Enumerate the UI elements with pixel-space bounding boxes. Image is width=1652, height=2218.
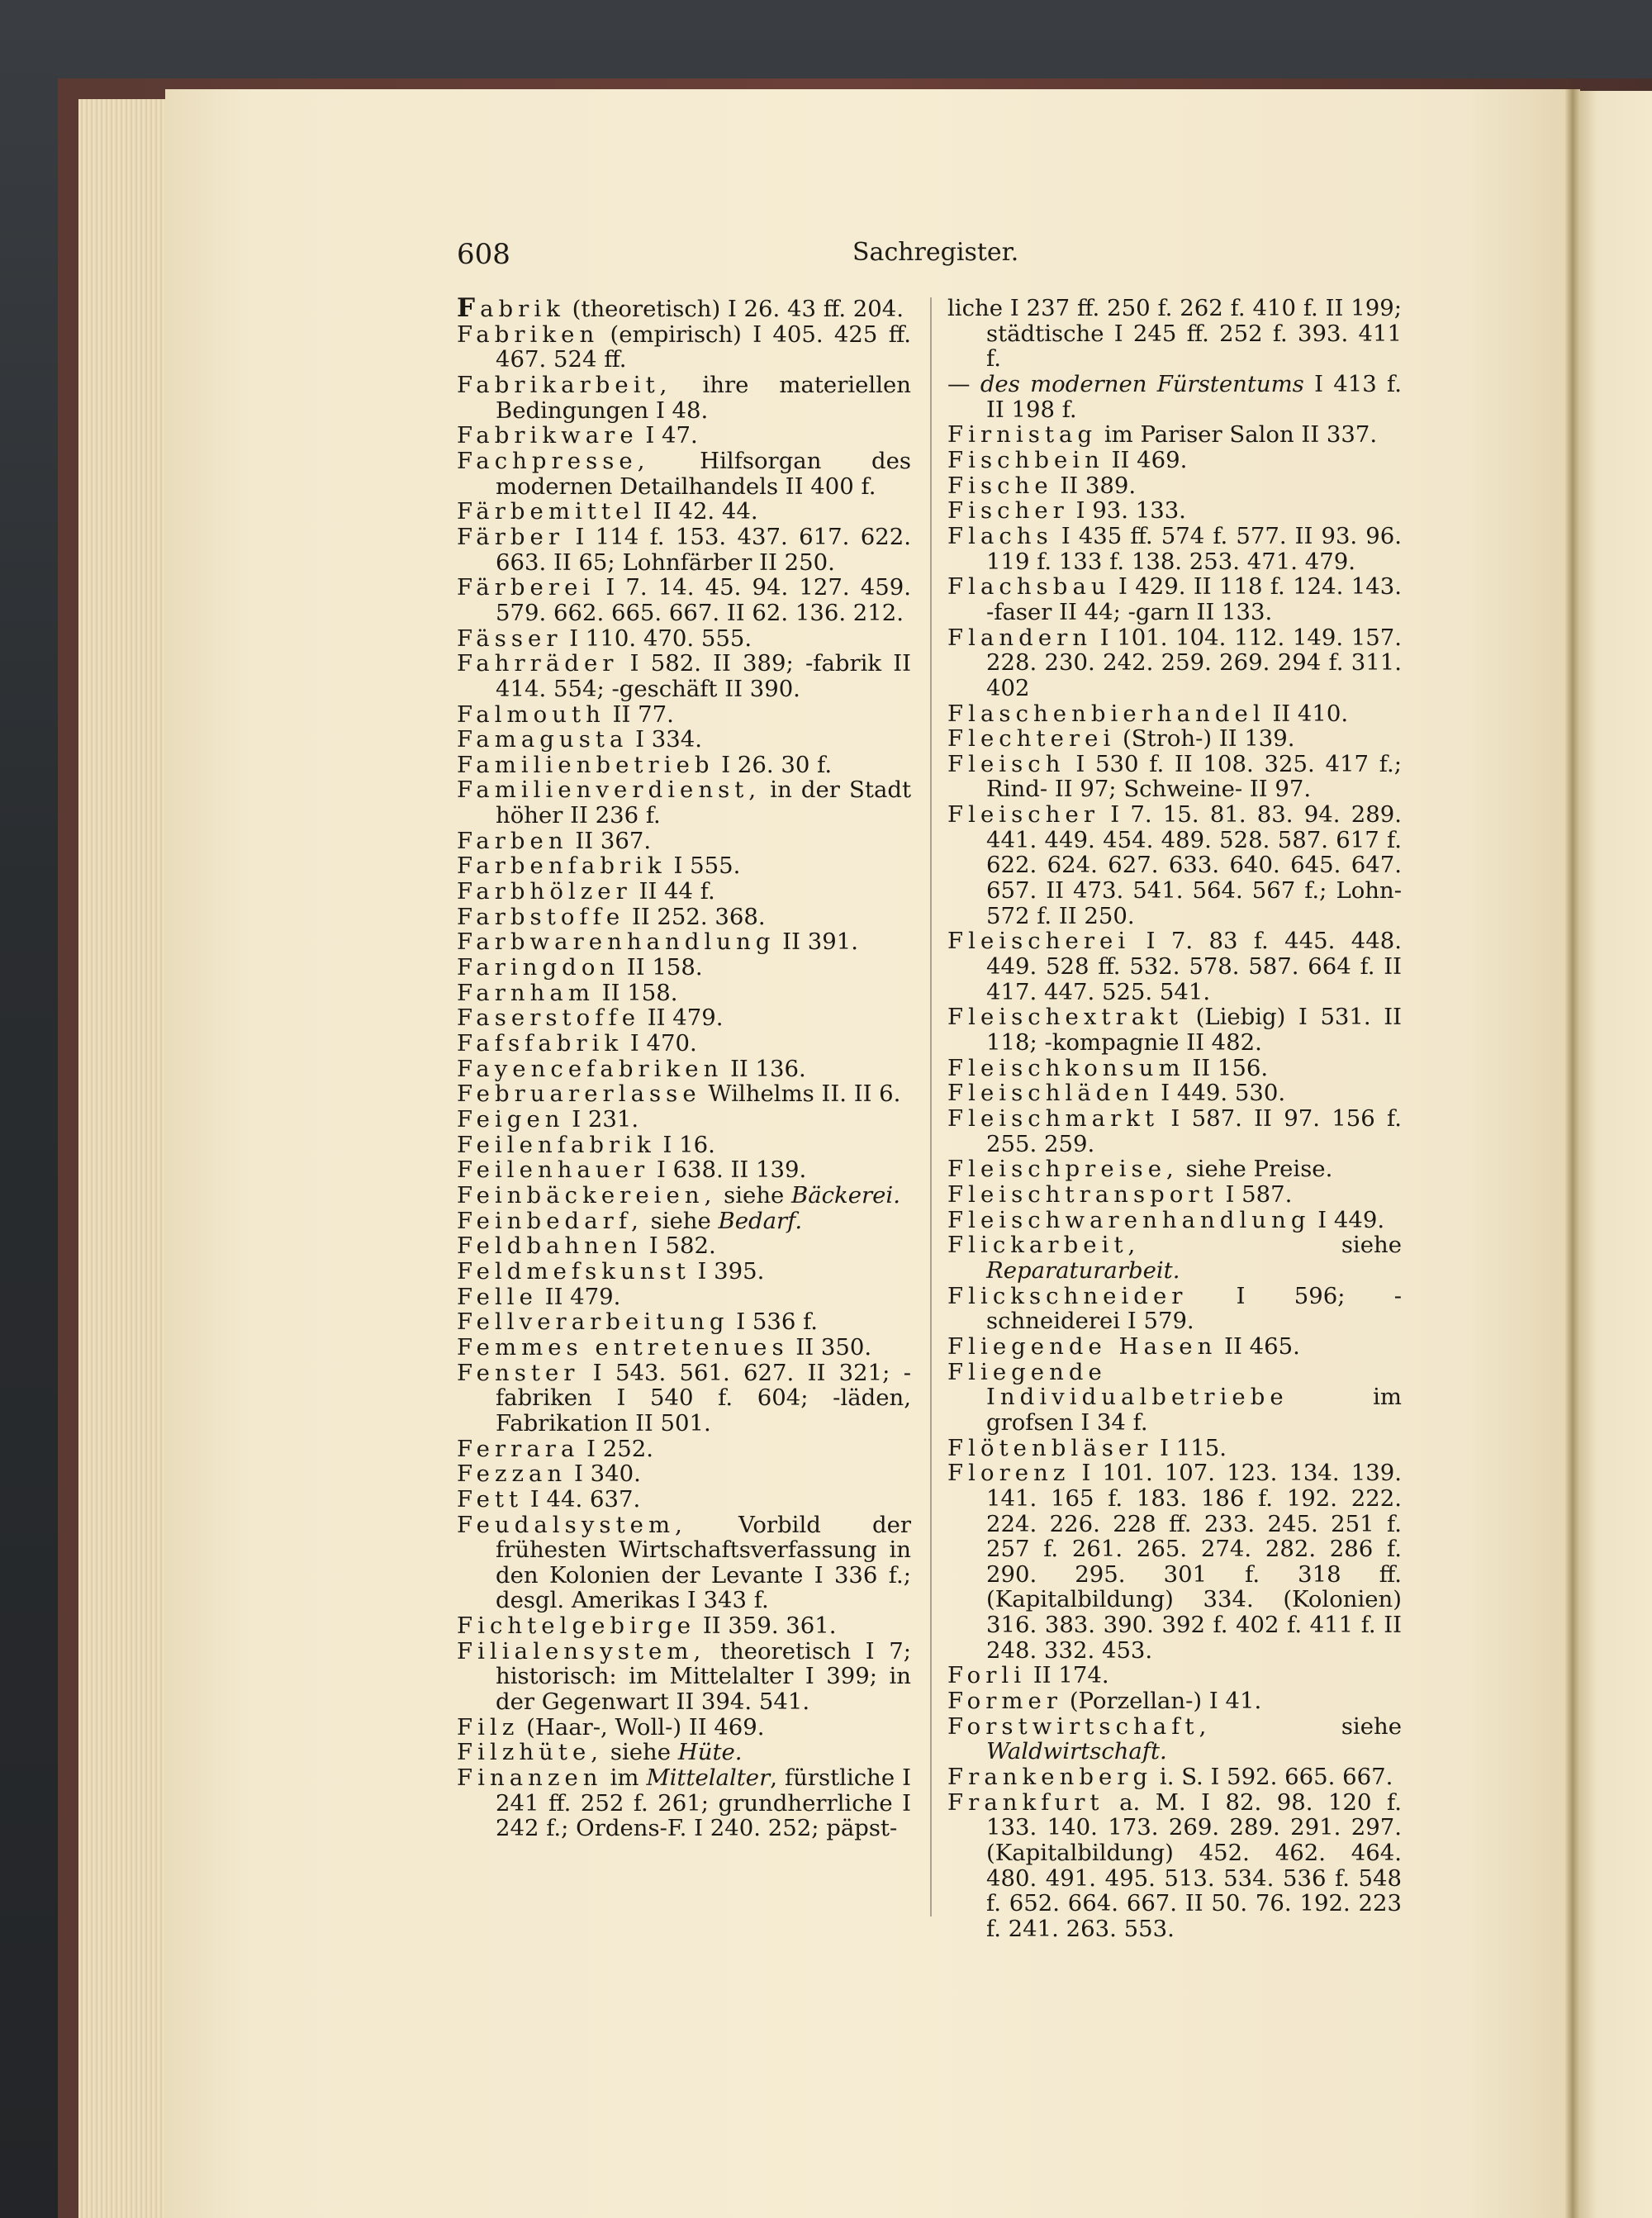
entry-cross-reference: Bäckerei.	[791, 1181, 900, 1209]
index-entry-fezzan	[457, 1461, 911, 1487]
entry-references: I 7. 15. 81. 83. 94. 289. 441. 449. 454. 489. 528. 587. 617 f. 622. 624. 627. 633. 640. 645. 647. 657. II 473. 541. 564. 567 f.; Lohn- 572 f. II 250.	[986, 801, 1402, 929]
index-column-left	[457, 293, 911, 1842]
entry-references: II 367.	[567, 827, 652, 854]
entry-references: siehe	[1211, 1712, 1402, 1740]
entry-references: I 340.	[567, 1460, 641, 1488]
index-column-right	[947, 296, 1402, 1942]
entry-headword: Farbhölzer	[457, 878, 632, 905]
entry-references: siehe Preise.	[1178, 1156, 1333, 1183]
entry-headword: Feilenfabrik	[457, 1131, 656, 1158]
index-entry-fahrraeder	[457, 651, 911, 701]
entry-references: I 110. 470. 555.	[562, 625, 752, 652]
index-entry-februarerlasse	[457, 1081, 911, 1107]
entry-headword: Forli	[947, 1662, 1027, 1689]
index-entry-fachpresse	[457, 449, 911, 499]
entry-cross-reference: Mittelalter	[646, 1764, 771, 1792]
entry-headword: Falmouth	[457, 701, 605, 728]
entry-references: I 231.	[564, 1106, 639, 1133]
index-entry-feldbahnen	[457, 1233, 911, 1259]
entry-headword: Fleischkonsum	[947, 1054, 1185, 1081]
index-entry-flachsbau	[947, 574, 1402, 625]
entry-headword: Feudalsystem,	[457, 1511, 687, 1538]
index-entry-fischbein	[947, 448, 1402, 473]
entry-references: siehe	[603, 1739, 678, 1766]
running-head: Sachregister.	[852, 238, 1019, 267]
index-entry-fleischextrakt	[947, 1005, 1402, 1055]
entry-headword: Feldmefskunst	[457, 1257, 691, 1285]
index-entry-fuerstentum	[947, 372, 1402, 422]
entry-references: ihre materiellen Bedingungen I 48.	[496, 371, 911, 424]
entry-references: I 449.	[1310, 1206, 1385, 1233]
entry-headword: Frankenberg	[947, 1764, 1153, 1791]
entry-headword: Feldbahnen	[457, 1232, 643, 1260]
index-entry-floetenblaeser	[947, 1436, 1402, 1461]
entry-headword: Feigen	[457, 1106, 565, 1133]
entry-references: I 596; -schneiderei I 579.	[986, 1282, 1402, 1335]
entry-references: I 413 f. II 198 f.	[986, 370, 1402, 423]
entry-references: I 334.	[628, 726, 702, 753]
entry-references: (empirisch) I 405. 425 ff. 467. 524 ff.	[496, 321, 911, 373]
index-entry-fleisch	[947, 752, 1402, 802]
entry-headword: Fischer	[947, 497, 1069, 525]
index-entry-feldmesskunst	[457, 1259, 911, 1285]
entry-headword: Fellverarbeitung	[457, 1308, 729, 1336]
entry-headword: Fabrik	[457, 293, 565, 323]
index-entry-frankfurt	[947, 1790, 1402, 1942]
index-entry-flandern	[947, 625, 1402, 701]
entry-references: I 395.	[690, 1257, 765, 1285]
entry-headword: Farnham	[457, 979, 595, 1006]
book-gutter	[1565, 89, 1580, 2218]
entry-headword: Fässer	[457, 625, 563, 652]
index-entry-fenster	[457, 1361, 911, 1437]
entry-references: i. S. I 592. 665. 667.	[1152, 1764, 1393, 1791]
entry-references: I 555.	[666, 853, 741, 880]
entry-headword: Frankfurt	[947, 1788, 1104, 1816]
index-entry-famagusta	[457, 727, 911, 753]
index-entry-fleischlaeden	[947, 1081, 1402, 1106]
entry-headword: Fleischwarenhandlung	[947, 1206, 1311, 1233]
entry-headword: Farbenfabrik	[457, 853, 667, 880]
entry-references: II 359. 361.	[695, 1612, 837, 1640]
index-entry-farbstoffe	[457, 905, 911, 930]
index-entry-fleischmarkt	[947, 1106, 1402, 1156]
entry-headword: Femmes entretenues	[457, 1333, 789, 1361]
entry-headword: Flickarbeit,	[947, 1232, 1141, 1259]
entry-references: I 252.	[579, 1435, 654, 1462]
entry-references: I 26. 30 f.	[714, 751, 833, 778]
entry-headword: Fliegende Hasen	[947, 1332, 1218, 1360]
entry-references: II 77.	[605, 701, 674, 728]
index-entry-finanzen	[457, 1765, 911, 1841]
index-entry-fichtelgebirge	[457, 1613, 911, 1639]
index-entry-fett	[457, 1487, 911, 1513]
index-entry-farben	[457, 829, 911, 854]
index-entry-fabrikarbeit	[457, 373, 911, 423]
entry-references: II 252. 368.	[624, 903, 766, 930]
entry-references: I 530 f. II 108. 325. 417 f.; Rind- II 97; Schweine- II 97.	[986, 750, 1402, 803]
index-entry-frankenberg	[947, 1764, 1402, 1790]
index-entry-femmes	[457, 1335, 911, 1361]
entry-references: (Porzellan-) I 41.	[1062, 1688, 1262, 1715]
index-entry-flickarbeit	[947, 1232, 1402, 1283]
index-entry-faesser	[457, 626, 911, 652]
column-divider	[930, 297, 932, 1916]
entry-headword: Fabrikware	[457, 422, 638, 449]
entry-references: I 101. 104. 112. 149. 157. 228. 230. 242. 259. 269. 294 f. 311. 402	[986, 624, 1402, 701]
index-entry-cont	[947, 296, 1402, 372]
index-entry-filzhuete	[457, 1740, 911, 1765]
index-entry-feinbedarf	[457, 1209, 911, 1234]
entry-headword: Färber	[457, 523, 565, 550]
index-entry-ferrara	[457, 1437, 911, 1462]
entry-references: I 47.	[638, 422, 698, 449]
entry-references: I 7. 14. 45. 94. 127. 459. 579. 662. 665. 667. II 62. 136. 212.	[496, 574, 911, 626]
entry-references: II 389.	[1052, 472, 1137, 499]
entry-references: I 44. 637.	[523, 1485, 641, 1513]
entry-references: I 114 f. 153. 437. 617. 622. 663. II 65; Lohnfärber II 250.	[496, 523, 911, 576]
index-entry-flachs	[947, 524, 1402, 574]
entry-headword: Färbemittel	[457, 498, 647, 525]
entry-references: I 101. 107. 123. 134. 139. 141. 165 f. 183. 186 f. 192. 222. 224. 226. 228 ff. 233. 245. 251 f. 257 f. 261. 265. 274. 282. 286 f. 290. 295. 301 f. 318 ff. (Kapitalbildung) 334. (Kolonien) 316. 383. 390. 392 f. 402 f. 411 f. II 248. 332. 453.	[986, 1460, 1402, 1664]
entry-headword: Filzhüte,	[457, 1739, 604, 1766]
entry-references: I 7. 83 f. 445. 448. 449. 528 ff. 532. 578. 587. 664 f. II 417. 447. 525. 541.	[986, 928, 1402, 1005]
entry-headword: Felle	[457, 1283, 538, 1310]
entry-references: im Pariser Salon II 337.	[1097, 421, 1378, 449]
entry-cross-reference: Waldwirtschaft.	[986, 1738, 1167, 1765]
entry-cross-reference: Bedarf.	[718, 1207, 803, 1234]
index-entry-feilenfabrik	[457, 1133, 911, 1158]
entry-references: I 16.	[655, 1131, 715, 1158]
entry-references: I 543. 561. 627. II 321; -fabriken I 540 f. 604; -läden, Fabrikation II 501.	[496, 1359, 911, 1437]
entry-headword: Firnistag	[947, 421, 1098, 449]
entry-headword: Feinbäckereien,	[457, 1181, 717, 1209]
index-entry-flickschneider	[947, 1284, 1402, 1334]
entry-headword: Filz	[457, 1713, 520, 1741]
entry-headword: Florenz	[947, 1460, 1070, 1487]
entry-headword: Flachs	[947, 522, 1053, 549]
entry-headword: Finanzen	[457, 1764, 603, 1792]
entry-headword: Flötenbläser	[947, 1434, 1153, 1461]
entry-references: liche I 237 ff. 250 f. 262 f. 410 f. II 199; städtische I 245 ff. 252 f. 393. 411 f.	[947, 295, 1402, 373]
page-number: 608	[457, 238, 510, 271]
entry-references: siehe	[716, 1181, 792, 1209]
index-entry-fassfabrik	[457, 1031, 911, 1057]
entry-headword: Fleischer	[947, 801, 1100, 829]
entry-references: siehe	[1140, 1232, 1402, 1259]
entry-references: II 174.	[1026, 1662, 1109, 1689]
entry-headword: Fenster	[457, 1359, 580, 1386]
index-entry-fabrik	[457, 293, 911, 323]
index-entry-flechterei	[947, 726, 1402, 752]
entry-headword: Farbstoffe	[457, 903, 625, 930]
entry-headword: —	[947, 370, 980, 397]
index-entry-fabrikware	[457, 423, 911, 449]
index-entry-fleischkonsum	[947, 1056, 1402, 1081]
index-entry-farnham	[457, 981, 911, 1006]
entry-headword: Fischbein	[947, 446, 1104, 473]
entry-references: II 469.	[1104, 446, 1188, 473]
entry-headword: Fafsfabrik	[457, 1030, 624, 1057]
entry-headword: Fabriken	[457, 321, 600, 348]
entry-references: I 93. 133.	[1068, 497, 1186, 525]
index-entry-fleischpreise	[947, 1156, 1402, 1182]
entry-references: I 470.	[623, 1030, 697, 1057]
index-entry-faerbemittel	[457, 499, 911, 525]
entry-references: , fürstliche I 241 ff. 252 f. 261; grundherrliche I 242 f.; Ordens-F. I 240. 252; päpst-	[496, 1764, 911, 1842]
entry-references: siehe	[643, 1207, 719, 1234]
entry-headword: Fleischextrakt	[947, 1004, 1183, 1031]
index-entry-fliegende-individualbetriebe	[947, 1360, 1402, 1436]
entry-references: II 410.	[1265, 700, 1349, 727]
entry-headword: Farben	[457, 827, 568, 854]
index-entry-firnistag	[947, 422, 1402, 448]
entry-headword: Farbwarenhandlung	[457, 929, 776, 956]
entry-references: II 350.	[788, 1333, 872, 1361]
entry-headword: Faserstoffe	[457, 1005, 641, 1032]
entry-references: Vorbild der frühesten Wirtschaftsverfassung in den Kolonien der Levante I 336 f.; desgl. Amerikas I 343 f.	[496, 1511, 911, 1614]
facing-page-edge	[1574, 91, 1652, 2218]
entry-headword: Familienverdienst,	[457, 777, 762, 804]
index-entry-farbhoelzer	[457, 879, 911, 905]
index-entry-former	[947, 1688, 1402, 1714]
entry-references: (theoretisch) I 26. 43 ff. 204.	[564, 296, 904, 322]
entry-references: I 587. II 97. 156 f. 255. 259.	[986, 1105, 1402, 1157]
index-entry-farbenfabrik	[457, 853, 911, 879]
entry-references: II 136.	[723, 1055, 806, 1082]
index-entry-fischer	[947, 498, 1402, 524]
entry-headword: Fahrräder	[457, 650, 619, 677]
entry-references: a. M. I 82. 98. 120 f. 133. 140. 173. 269. 289. 291. 297. (Kapitalbildung) 452. 462. 464. 480. 491. 495. 513. 534. 536 f. 548 f. 652. 664. 667. II 50. 76. 192. 223 f. 241. 263. 553.	[986, 1788, 1402, 1942]
index-entry-fliegende-hasen	[947, 1334, 1402, 1360]
entry-headword: Februarerlasse	[457, 1081, 701, 1108]
entry-headword: Fabrikarbeit,	[457, 371, 672, 398]
entry-headword: Filialensystem,	[457, 1637, 706, 1665]
index-entry-faerber	[457, 525, 911, 575]
index-entry-fayencefabriken	[457, 1057, 911, 1082]
index-entry-fellverarbeitung	[457, 1309, 911, 1335]
entry-references: I 638. II 139.	[649, 1156, 807, 1184]
index-entry-fleischtransport	[947, 1182, 1402, 1208]
entry-cross-reference: Reparaturarbeit.	[986, 1256, 1180, 1284]
entry-headword: Fett	[457, 1485, 524, 1513]
index-entry-forli	[947, 1663, 1402, 1688]
entry-references: II 465.	[1217, 1332, 1300, 1360]
index-entry-fische	[947, 473, 1402, 499]
entry-headword: Fleischmarkt	[947, 1105, 1160, 1132]
index-entry-felle	[457, 1285, 911, 1310]
entry-headword: Faringdon	[457, 954, 620, 981]
index-entry-florenz	[947, 1460, 1402, 1663]
entry-references: II 391.	[775, 929, 858, 956]
entry-headword: Flandern	[947, 624, 1093, 651]
entry-headword: Forstwirtschaft,	[947, 1712, 1212, 1740]
entry-headword: Fleischläden	[947, 1080, 1154, 1107]
entry-references: I 115.	[1152, 1434, 1227, 1461]
entry-headword: Familienbetrieb	[457, 751, 714, 778]
index-entry-feinbaeckereien	[457, 1183, 911, 1209]
entry-headword: Feinbedarf,	[457, 1207, 643, 1234]
index-entry-fleischer	[947, 802, 1402, 929]
index-entry-feudalsystem	[457, 1513, 911, 1614]
index-entry-fleischwarenhandlung	[947, 1208, 1402, 1233]
index-entry-flaschenbierhandel	[947, 701, 1402, 727]
index-entry-fleischerei	[947, 929, 1402, 1005]
entry-references: I 435 ff. 574 f. 577. II 93. 96. 119 f. 133 f. 138. 253. 471. 479.	[986, 522, 1402, 575]
index-entry-faserstoffe	[457, 1005, 911, 1031]
index-entry-faerberei	[457, 575, 911, 625]
entry-headword: Flaschenbierhandel	[947, 700, 1265, 727]
entry-headword: Former	[947, 1688, 1063, 1715]
entry-cross-reference: des modernen Fürstentums	[980, 370, 1304, 397]
entry-headword: Färberei	[457, 574, 596, 601]
entry-references: (Liebig) I 531. II 118; -kompagnie II 482.	[986, 1004, 1402, 1057]
index-entry-feigen	[457, 1107, 911, 1133]
entry-cross-reference: Hüte.	[677, 1739, 743, 1766]
entry-headword: Famagusta	[457, 726, 629, 753]
entry-headword: Fleischpreise,	[947, 1156, 1179, 1183]
index-entry-fabriken	[457, 322, 911, 373]
entry-references: II 158.	[595, 979, 678, 1006]
index-entry-filz	[457, 1715, 911, 1741]
index-entry-faringdon	[457, 955, 911, 981]
entry-references: (Stroh-) II 139.	[1115, 725, 1295, 753]
entry-headword: Flachsbau	[947, 573, 1111, 601]
entry-headword: Feilenhauer	[457, 1156, 650, 1184]
entry-headword: Fleischtransport	[947, 1180, 1218, 1208]
entry-references: II 158.	[620, 954, 703, 981]
entry-references: im grofsen I 34 f.	[986, 1384, 1402, 1436]
index-entry-familienbetrieb	[457, 753, 911, 778]
entry-references: I 587.	[1218, 1180, 1293, 1208]
index-entry-farbwarenhandlung	[457, 929, 911, 955]
entry-headword: Fachpresse,	[457, 447, 650, 474]
entry-references: I 582. II 389; -fabrik II 414. 554; -geschäft II 390.	[496, 650, 911, 702]
entry-references: II 42. 44.	[646, 498, 758, 525]
entry-references: I 429. II 118 f. 124. 143. -faser II 44; -garn II 133.	[986, 573, 1402, 625]
entry-references: theoretisch I 7; historisch: im Mittelalter I 399; in der Gegenwart II 394. 541.	[496, 1637, 911, 1716]
entry-headword: Flechterei	[947, 725, 1116, 753]
entry-references: in der Stadt höher II 236 f.	[496, 777, 911, 829]
index-entry-forstwirtschaft	[947, 1714, 1402, 1764]
entry-headword: Fliegende Individualbetriebe	[947, 1358, 1289, 1411]
entry-references: Wilhelms II. II 6.	[700, 1081, 901, 1108]
entry-headword: Fayencefabriken	[457, 1055, 724, 1082]
index-entry-filialensystem	[457, 1639, 911, 1715]
entry-references: I 449. 530.	[1153, 1080, 1286, 1107]
entry-references: II 479.	[537, 1283, 621, 1310]
entry-headword: Fleisch	[947, 750, 1066, 777]
entry-references: I 536 f.	[729, 1308, 819, 1336]
index-entry-falmouth	[457, 702, 911, 728]
entry-references: im	[602, 1764, 647, 1792]
entry-headword: Fichtelgebirge	[457, 1612, 696, 1640]
entry-references: II 156.	[1184, 1054, 1269, 1081]
index-entry-feilenhauer	[457, 1157, 911, 1183]
entry-headword: Flickschneider	[947, 1282, 1188, 1309]
entry-headword: Fezzan	[457, 1460, 567, 1488]
entry-references: (Haar-, Woll-) II 469.	[519, 1713, 765, 1741]
entry-headword: Ferrara	[457, 1435, 580, 1462]
entry-references: II 479.	[640, 1005, 724, 1032]
entry-headword: Fleischerei	[947, 928, 1131, 955]
entry-references: I 582.	[642, 1232, 716, 1260]
entry-headword: Fische	[947, 472, 1053, 499]
index-entry-familienverdienst	[457, 777, 911, 828]
entry-references: II 44 f.	[631, 878, 715, 905]
entry-references: Hilfsorgan des modernen Detailhandels II 400 f.	[496, 447, 911, 500]
